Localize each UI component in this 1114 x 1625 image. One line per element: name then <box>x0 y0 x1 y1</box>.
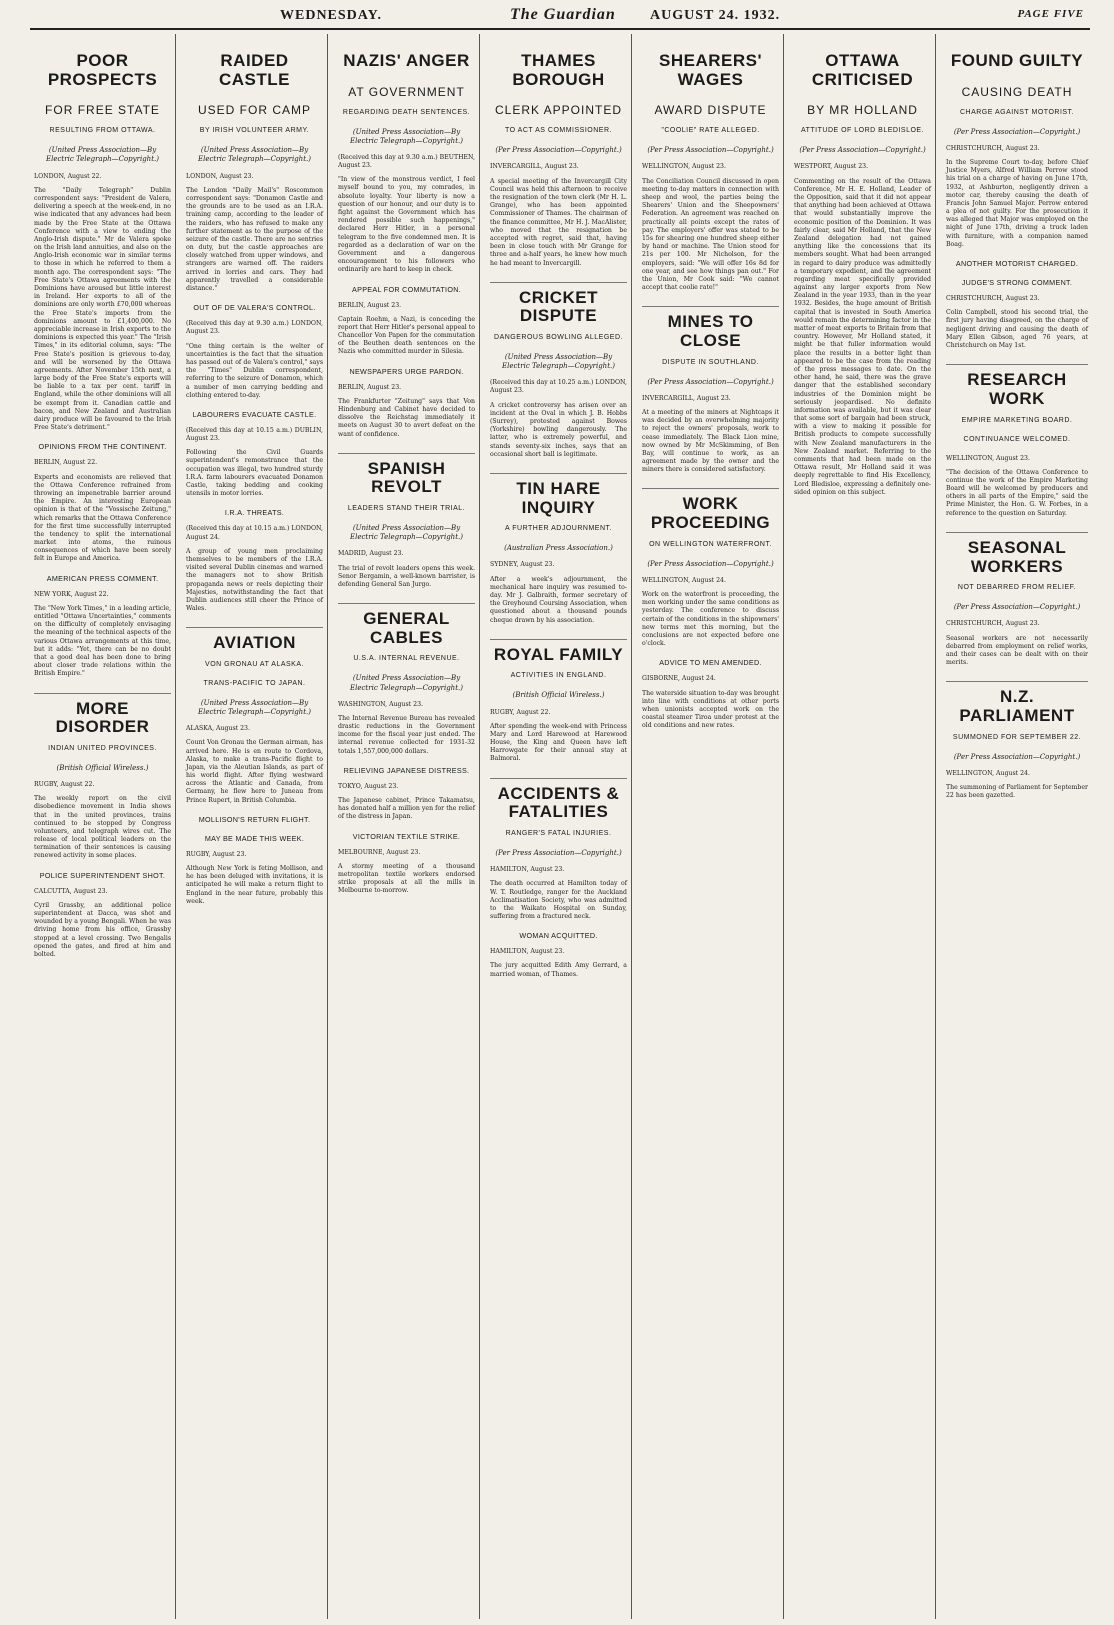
article-body: Colin Campbell, stood his second trial, the first jury having disagreed, on the charge of negligent driving and causing the death of Mary Ellen Gibson, aged 76 years, at Christchurch on May 1st. <box>946 309 1088 349</box>
dateline: NEW YORK, August 22. <box>34 590 109 598</box>
masthead-paper-name: The Guardian <box>510 6 616 23</box>
dateline: CALCUTTA, August 23. <box>34 887 108 895</box>
dateline: MELBOURNE, August 23. <box>338 848 421 856</box>
column-4 <box>486 34 632 1619</box>
dateline: ALASKA, August 23. <box>186 725 250 733</box>
kicker: LEADERS STAND THEIR TRIAL. <box>347 505 466 513</box>
wire-credit: (Per Press Association—Copyright.) <box>647 146 774 155</box>
section-subhead: JUDGE'S STRONG COMMENT. <box>961 278 1073 288</box>
article-body: After a week's adjournment, the mechanical hare inquiry was resumed to-day. Mr J. Galbraith, former secretary of the Greyhound Coursing Association, when questioned about a thousand pounds cheque drawn by his association. <box>490 575 627 624</box>
headline: SHEARERS' WAGES <box>658 51 762 89</box>
article-body: In the Supreme Court to-day, before Chief Justice Myers, Alfred William Perrow stood his trial on a charge of having on June 17th, 1932, at Ashburton, negligently driven a motor car, thereby causing the death of Francis John Samuel Major. Perrow entered a plea of not guilty. For the prosecution it was alleged that Major was employed on the night of June 17th, driving a truck laden with furniture, with a companion named Boag. <box>946 158 1088 248</box>
article-body: The London "Daily Mail's" Roscommon correspondent says: "Donamon Castle and the grounds are to be used as an I.R.A. training camp, according to the leader of the raiders, who has refused to make any further statement as to the purpose of the seizure of the castle. There are no sentries on duty, but the castle approaches are closely watched from upper windows, and strangers are warned off. The raiders arrived in lorries and cars. They had apparently travelled a considerable distance." <box>186 186 323 292</box>
dateline: WESTPORT, August 23. <box>794 163 869 171</box>
wire-credit: (Per Press Association—Copyright.) <box>647 559 774 568</box>
wire-credit: (British Official Wireless.) <box>512 691 605 700</box>
article-body: "One thing certain is the welter of uncertainties is the fact that the situation has passed out of de Valera's control," says the "Times" Dublin correspondent, referring to the seizure of Donamon, which a number of men carrying bedding and clothing entered to-day. <box>186 342 323 399</box>
dateline: CHRISTCHURCH, August 23. <box>946 620 1040 628</box>
article-body: Cyril Grassby, an additional police superintendent at Dacca, was shot and wounded by a young Bengali. When he was driving home from his office, Grassby stopped at a level crossing. Two Bengalis opened the gates, and fired at him and bolted. <box>34 901 171 958</box>
column-7 <box>942 34 1092 1619</box>
dateline: WELLINGTON, August 23. <box>946 454 1030 462</box>
masthead <box>30 6 1090 30</box>
wire-credit: (Per Press Association—Copyright.) <box>647 377 774 386</box>
dateline: BERLIN, August 23. <box>338 301 402 309</box>
section-subhead: OUT OF DE VALERA'S CONTROL. <box>193 303 316 313</box>
article-body: A group of young men proclaiming themselves to be members of the I.R.A. visited several Dublin cinemas and warned the managers not to show British propaganda news or reels depicting their Majesties, notwithstanding the fact that Dublin audiences still cheer the Prince of Wales. <box>186 547 323 613</box>
section-subhead: RELIEVING JAPANESE DISTRESS. <box>343 765 470 775</box>
dateline: BERLIN, August 22. <box>34 459 98 467</box>
headline: RESEARCH WORK <box>946 364 1088 408</box>
dateline: TOKYO, August 23. <box>338 782 399 790</box>
article-body: Captain Roehm, a Nazi, is conceding the report that Herr Hitler's personal appeal to Chancellor Von Papen for the commutation of the Beuthen death sentences on the Nazis who committed murder in Silesia. <box>338 315 475 356</box>
dateline: GISBORNE, August 24. <box>642 675 716 683</box>
section-subhead: ADVICE TO MEN AMENDED. <box>659 658 762 668</box>
article-body: Work on the waterfront is proceeding, the men working under the same conditions as yesterday. The conference to discuss certain of the conditions in the shipowners' new terms met this morning, but the conclusions are not expected before one o'clock. <box>642 591 779 648</box>
headline: TIN HARE INQUIRY <box>490 473 627 517</box>
column-6 <box>790 34 936 1619</box>
wire-credit: (United Press Association—By Electric Telegraph—Copyright.) <box>46 146 159 164</box>
article-body: The waterside situation to-day was brought into line with conditions at other ports when unionists accepted work on the coastal steamer Tiroa under protest at the old conditions and new rates. <box>642 689 779 730</box>
kicker: A FURTHER ADJOURNMENT. <box>505 525 612 533</box>
article-body: The "Daily Telegraph" Dublin correspondent says: "President de Valera, delivering a speech at the week-end, in no wise indicated that any advances had been made by the Free State at the Ottawa Conference with a view to ending the Anglo-Irish dispute." Mr de Valera spoke on the Irish land annuities, and also on the Anglo-Irish economic war in similar terms to those in which he referred to them a month ago. The correspondent says: "The Free State's Ottawa agreements with the Dominions have aroused but little interest in Ireland. Her exports to all of the dominions are only worth £70,000 whereas the Free State's imports from the dominions amount to £1,400,000. No appreciable increase in Irish exports to the dominions is expected this year." The "Irish Times," in its editorial column, says: "The Free State's position is grievous to-day, and will be worsened by the Ottawa agreements. After November 15th next, a large body of the Free State's exports will be liable to a tax per cent. tariff in England, while the other dominions will all be exempt from it. Canadian cattle and bacon, and New Zealand and Australian dairy produce will be favoured to the Irish Free State's detriment." <box>34 186 171 432</box>
headline: MINES TO CLOSE <box>642 306 779 350</box>
dateline: HAMILTON, August 23. <box>490 948 565 956</box>
section-subhead: WOMAN ACQUITTED. <box>519 931 598 941</box>
kicker: VON GRONAU AT ALASKA. <box>205 660 304 668</box>
wire-credit: (Per Press Association—Copyright.) <box>953 127 1081 136</box>
dateline: RUGBY, August 22. <box>34 780 95 788</box>
subheadline: CLERK APPOINTED <box>494 103 623 118</box>
headline: THAMES BOROUGH <box>512 51 605 89</box>
kicker: ATTITUDE OF LORD BLEDISLOE. <box>800 127 925 135</box>
wire-credit: (Per Press Association—Copyright.) <box>495 849 622 858</box>
article-body: Seasonal workers are not necessarily debarred from employment on relief works, and their cases can be dealt with on their merits. <box>946 634 1088 667</box>
dateline: LONDON, August 22. <box>34 172 102 180</box>
dateline: WELLINGTON, August 24. <box>946 769 1030 777</box>
column-2 <box>182 34 328 1619</box>
column-1 <box>30 34 176 1619</box>
dateline: MADRID, August 23. <box>338 550 404 558</box>
dateline: CHRISTCHURCH, August 23. <box>946 144 1040 152</box>
article-body: Count Von Gronau the German airman, has arrived here. He is en route to Cordova, Alaska, to make a trans-Pacific flight to Japan, via the Aleutian Islands, as part of his world flight. After flying westward across the Atlantic and Canada, from Germany, he flew here to Juneau from Prince Rupert, in British Columbia. <box>186 739 323 804</box>
section-subhead: LABOURERS EVACUATE CASTLE. <box>192 409 317 419</box>
article-body: Following the Civil Guards superintendent's remonstrance that the occupation was illegal, two hundred sturdy I.R.A. farm labourers evacuated Donamon Castle, taking bedding and cooking utensils in motor lorries. <box>186 449 323 498</box>
wire-credit: (Per Press Association—Copyright.) <box>953 752 1081 761</box>
kicker: ACTIVITIES IN ENGLAND. <box>510 672 607 680</box>
headline: OTTAWA CRITICISED <box>811 51 914 89</box>
headline: RAIDED CASTLE <box>219 51 290 89</box>
dateline: LONDON, August 23. <box>186 172 254 180</box>
kicker: U.S.A. INTERNAL REVENUE. <box>353 655 460 663</box>
article-body: The weekly report on the civil disobedience movement in India shows that in the united provinces, trains continued to be stopped by Congress volunteers, and telegraph wires cut. The release of local political leaders on the termination of their sentences is causing renewed activity in some places. <box>34 795 171 860</box>
kicker: CONTINUANCE WELCOMED. <box>963 435 1071 443</box>
headline: WORK PROCEEDING <box>642 488 779 532</box>
dateline: (Received this day at 10.25 a.m.) LONDON, August 23. <box>490 379 627 395</box>
section-subhead: NEWSPAPERS URGE PARDON. <box>349 366 464 376</box>
section-subhead: ANOTHER MOTORIST CHARGED. <box>955 259 1079 269</box>
wire-credit: (United Press Association—By Electric Telegraph—Copyright.) <box>502 353 615 371</box>
headline: AVIATION <box>186 627 323 653</box>
kicker: RANGER'S FATAL INJURIES. <box>505 830 612 838</box>
headline: MORE DISORDER <box>34 693 171 737</box>
subheadline: USED FOR CAMP <box>197 103 311 118</box>
kicker: TRANS-PACIFIC TO JAPAN. <box>203 679 306 687</box>
wire-credit: (Per Press Association—Copyright.) <box>953 603 1081 612</box>
dateline: (Received this day at 10.15 a.m.) DUBLIN, August 23. <box>186 426 323 443</box>
kicker: REGARDING DEATH SENTENCES. <box>342 108 471 116</box>
wire-credit: (United Press Association—By Electric Telegraph—Copyright.) <box>198 698 311 717</box>
dateline: INVERCARGILL, August 23. <box>490 163 579 171</box>
wire-credit: (Per Press Association—Copyright.) <box>799 146 926 155</box>
headline: SEASONAL WORKERS <box>946 532 1088 576</box>
article-body: The "New York Times," in a leading article, entitled "Ottawa Uncertainties," comments on the difficulty of completely envisaging the meaning of the technical aspects of the various Ottawa arrangements at this time, but it adds: "Yet, there can be no doubt that a good deal has been done to bring about closer trade relations within the British Empire." <box>34 604 171 678</box>
article-body: The summoning of Parliament for September 22 has been gazetted. <box>946 783 1088 800</box>
article-body: The trial of revolt leaders opens this week. Senor Bergamin, a well-known barrister, is defending General San Jurgo. <box>338 564 475 588</box>
dateline: (Received this day at 9.30 a.m.) LONDON, August 23. <box>186 320 323 336</box>
column-3 <box>334 34 480 1619</box>
subheadline: AT GOVERNMENT <box>348 84 465 99</box>
masthead-page-number: PAGE FIVE <box>1017 8 1084 20</box>
masthead-date: AUGUST 24. 1932. <box>650 8 781 23</box>
article-body: The Japanese cabinet, Prince Takamatsu, has donated half a million yen for the relief of the distress in Japan. <box>338 796 475 821</box>
wire-credit: (United Press Association—By Electric Telegraph—Copyright.) <box>350 674 463 692</box>
article-body: "In view of the monstrous verdict, I feel myself bound to you, my comrades, in absolute loyalty. Your liberty is now a question of our honour, and our duty is to fight against the Government which has rendered possible such happenings," declared Herr Hitler, in a personal telegram to the five condemned men. It is regarded as a declaration of war on the Government and a dangerous encouragement to his followers who ordinarily are hard to keep in check. <box>338 176 475 274</box>
dateline: CHRISTCHURCH, August 23. <box>946 295 1040 303</box>
kicker: DISPUTE IN SOUTHLAND. <box>662 358 759 366</box>
dateline: (Received this day at 10.15 a.m.) LONDON, August 24. <box>186 525 323 541</box>
section-subhead: POLICE SUPERINTENDENT SHOT. <box>39 870 166 880</box>
newspaper-columns <box>30 34 1095 1619</box>
section-subhead: I.R.A. THREATS. <box>224 508 285 518</box>
dateline: (Received this day at 9.30 a.m.) BEUTHEN, August 23. <box>338 153 475 170</box>
article-body: The jury acquitted Edith Amy Gerrard, a married woman, of Thames. <box>490 962 627 978</box>
subheadline: BY MR HOLLAND <box>807 103 918 118</box>
kicker: RESULTING FROM OTTAWA. <box>49 127 156 135</box>
wire-credit: (United Press Association—By Electric Telegraph—Copyright.) <box>350 524 463 542</box>
wire-credit: (United Press Association—By Electric Telegraph—Copyright.) <box>350 127 463 145</box>
subheadline: CAUSING DEATH <box>961 84 1073 99</box>
dateline: RUGBY, August 23. <box>186 850 247 858</box>
article-body: The Frankfurter "Zeitung" says that Von Hindenburg and Cabinet have decided to dissolve the Reichstag immediately it meets on August 30 to avert defeat on the want of confidence. <box>338 397 475 438</box>
dateline: WELLINGTON, August 24. <box>642 576 726 584</box>
article-body: A cricket controversy has arisen over an incident at the Oval in which J. B. Hobbs (Surrey), protested against Bowes (Yorkshire) bowling dangerously. The latter, who is extremely powerful, and stands seventy-six inches, says that an occasional short ball is legitimate. <box>490 401 627 458</box>
kicker: EMPIRE MARKETING BOARD. <box>961 416 1073 424</box>
article-body: The Conciliation Council discussed in open meeting to-day matters in connection with sheep and wool, the parties being the Shearers' Union and the Sheepowners' Federation. An agreement was reached on practically all points except the rates of pay. The employers' offer was stated to be 15s for shearing one hundred sheep either by hand or machine. The Union stood for 21s per 100. Mr Nicholson, for the employers, said: "We will offer 16s 8d for one year, and see how things pan out." For the Union, Mr Cook said: "We cannot accept that coolie rate!" <box>642 177 779 292</box>
article-body: The death occurred at Hamilton today of W. T. Routledge, ranger for the Auckland Acclimatisation Society, who was admitted to the Waikato Hospital on Sunday, suffering from a fractured neck. <box>490 880 627 921</box>
wire-credit: (Australian Press Association.) <box>504 544 613 553</box>
section-subhead: OPINIONS FROM THE CONTINENT. <box>38 442 167 452</box>
dateline: RUGBY, August 22. <box>490 708 551 716</box>
kicker: SUMMONED FOR SEPTEMBER 22. <box>952 733 1082 741</box>
wire-credit: (United Press Association—By Electric Telegraph—Copyright.) <box>198 146 311 164</box>
headline: GENERAL CABLES <box>338 603 475 647</box>
headline: NAZIS' ANGER <box>343 51 470 70</box>
headline: SPANISH REVOLT <box>338 453 475 497</box>
dateline: SYDNEY, August 23. <box>490 561 555 569</box>
article-body: Commenting on the result of the Ottawa Conference, Mr H. E. Holland, Leader of the Opposition, said that it did not appear that anything had been achieved at Ottawa that would substantially improve the economic position of the Dominion. It was fairly clear, said Mr Holland, that the New Zealand delegation had not gained anything like the concessions that its members sought. What had been arranged in regard to dairy produce was admittedly a temporary expedient, and the agreement regarding meat specifically provided against any larger exports from New Zealand in the year 1933, than in the year 1932. Besides, the huge amount of British capital that is invested in South America would remain the determining factor in the matter of meat exports to Britain from that country. However, Mr Holland stated, it might be that fuller information would place the results in a better light than appeared to be the case from the reading of the press messages to date. On the other hand, he said, there was the grave danger that the established secondary industries of the Dominion might be seriously jeopardised. No definite information was available, but it was clear that some sort of bargain had been struck, with a view to making it possible for British products to compete successfully with New Zealand manufacturers in the New Zealand market. Referring to the comments that had been made on the Ottawa result, Mr Holland said it was deeply regrettable to find His Excellency, Lord Bledisloe, expressing a definitely one-sided opinion on this subject. <box>794 177 931 496</box>
dateline: INVERCARGILL, August 23. <box>642 394 731 402</box>
subheadline: FOR FREE STATE <box>45 103 160 118</box>
kicker: CHARGE AGAINST MOTORIST. <box>959 108 1075 116</box>
column-5 <box>638 34 784 1619</box>
article-body: After spending the week-end with Princess Mary and Lord Harewood at Harewood House, the King and Queen have left Harrowgate for their annual stay at Balmoral. <box>490 722 627 763</box>
article-body: Although New York is feting Mollison, and he has been deluged with invitations, it is anticipated he will make a return flight to England in the near future, probably this week. <box>186 865 323 905</box>
masthead-day: WEDNESDAY. <box>280 8 382 23</box>
section-subhead: APPEAL FOR COMMUTATION. <box>352 284 461 294</box>
dateline: WASHINGTON, August 23. <box>338 700 423 708</box>
dateline: HAMILTON, August 23. <box>490 866 565 874</box>
kicker: DANGEROUS BOWLING ALLEGED. <box>494 334 623 342</box>
kicker: TO ACT AS COMMISSIONER. <box>505 127 612 135</box>
headline: CRICKET DISPUTE <box>490 282 627 326</box>
headline: FOUND GUILTY <box>950 51 1084 70</box>
wire-credit: (Per Press Association—Copyright.) <box>495 146 622 155</box>
headline: ROYAL FAMILY <box>490 639 627 665</box>
article-body: Experts and economists are relieved that the Ottawa Conference refrained from throwing an impenetrable barrier around the Empire. An interesting European opinion is that of the "Vossische Zeitung," which remarks that the Ottawa Conference for the first time successfully interrupted the tendency to split the international market into atoms, the ruinous consequences of which have been sorely felt in Europe and America. <box>34 473 171 563</box>
section-subhead: MAY BE MADE THIS WEEK. <box>204 833 305 843</box>
headline: POOR PROSPECTS <box>47 51 158 89</box>
kicker: INDIAN UNITED PROVINCES. <box>48 744 157 752</box>
article-body: A special meeting of the Invercargill City Council was held this afternoon to receive the resignation of the town clerk (Mr H. L. Grange), who has been appointed Commissioner of Thames. The chairman of the finance committee, Mr H. J. MacAlister, who moved that the resignation be accepted with regret, said that, having been in close touch with Mr Grange for three and a-half years, he knew how much he had meant to Invercargill. <box>490 177 627 267</box>
kicker: ON WELLINGTON WATERFRONT. <box>649 540 772 548</box>
article-body: At a meeting of the miners at Nightcaps it was decided by an overwhelming majority to reject the owners' proposals, work to cease immediately. The Black Lion mine, now owned by Mr McSkimming, of Ben Bay, will continue to work, as an agreement made by the owner and the miners there is considered satisfactory. <box>642 408 779 474</box>
dateline: BERLIN, August 23. <box>338 383 402 391</box>
headline: ACCIDENTS & FATALITIES <box>490 778 627 822</box>
section-subhead: MOLLISON'S RETURN FLIGHT. <box>198 814 311 824</box>
article-body: A stormy meeting of a thousand metropolitan textile workers endorsed strike proposals at all the mills in Melbourne to-morrow. <box>338 862 475 895</box>
kicker: BY IRISH VOLUNTEER ARMY. <box>199 127 310 135</box>
headline: N.Z. PARLIAMENT <box>946 681 1088 725</box>
dateline: WELLINGTON, August 23. <box>642 163 726 171</box>
kicker: "COOLIE" RATE ALLEGED. <box>661 127 760 135</box>
section-subhead: VICTORIAN TEXTILE STRIKE. <box>352 831 461 841</box>
article-body: "The decision of the Ottawa Conference to continue the work of the Empire Marketing Board will be welcomed by producers and others in all parts of the Empire," said the Prime Minister, the Hon. G. W. Forbes, in a reference to the question on Saturday. <box>946 468 1088 517</box>
article-body: The Internal Revenue Bureau has revealed drastic reductions in the Government income for the fiscal year just ended. The internal revenue collected for 1931-32 totals 1,557,000,000 dollars. <box>338 714 475 755</box>
subheadline: AWARD DISPUTE <box>654 103 767 118</box>
wire-credit: (British Official Wireless.) <box>56 763 149 772</box>
section-subhead: AMERICAN PRESS COMMENT. <box>46 573 159 583</box>
kicker: NOT DEBARRED FROM RELIEF. <box>957 584 1077 592</box>
